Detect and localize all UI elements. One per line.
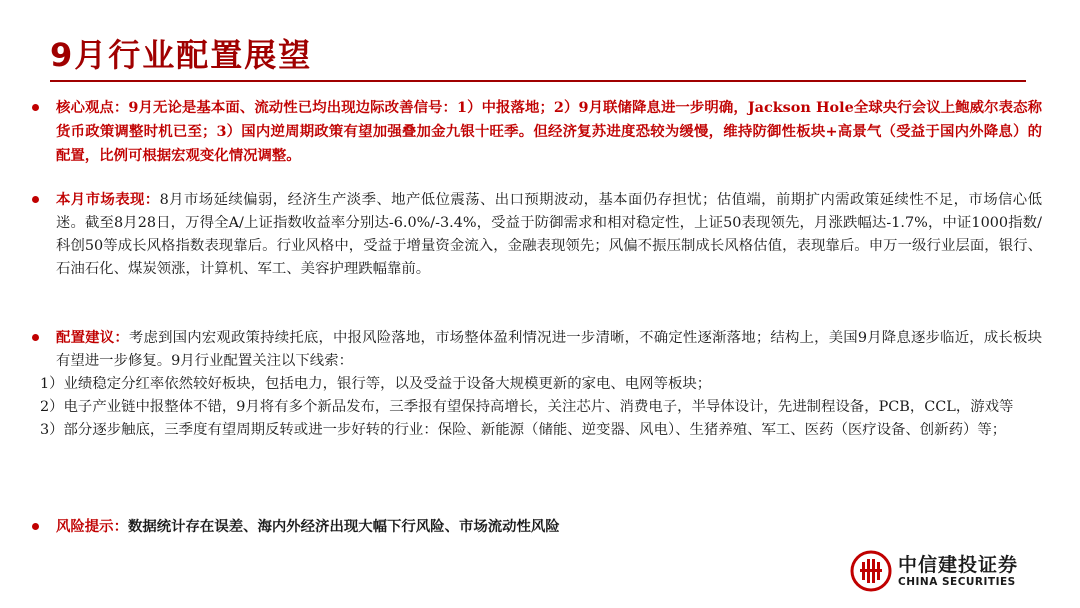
section-risk (32, 515, 1042, 539)
config-suggestion-list (40, 373, 1042, 442)
list-item: 3）部分逐步触底，三季度有望周期反转或进一步好转的行业：保险、新能源（储能、逆变器、风电）、生猪养殖、军工、医药（医疗设备、创新药）等； (40, 422, 1007, 438)
list-item: 2）电子产业链中报整体不错，9月将有多个新品发布，三季报有望保持高增长，关注芯片、消费电子，半导体设计，先进制程设备，PCB，CCL，游戏等 (40, 399, 1014, 415)
market-performance-label: 本月市场表现： (56, 191, 160, 208)
core-view-label: 核心观点： (56, 99, 129, 116)
section-config-suggestion (32, 326, 1042, 442)
logo-name-en: CHINA SECURITIES (898, 575, 1016, 588)
logo-name-cn: 中信建投证券 (898, 553, 1019, 576)
section-core-view (32, 96, 1042, 168)
bullet-icon (32, 334, 39, 341)
risk-label: 风险提示： (56, 518, 128, 535)
core-view-text: 9月无论是基本面、流动性已均出现边际改善信号：1）中报落地；2）9月联储降息进一步明确，Jackson Hole全球央行会议上鲍威尔表态称货币政策调整时机已至；3）国内逆周期政策有望加强叠加金九银十旺季。但经济复苏进度恐较为缓慢，维持防御性板块+高景气（受益于国内外降息）的配置，比例可根据宏观变化情况调整。 (56, 99, 1042, 164)
list-item: 1）业绩稳定分红率依然较好板块，包括电力，银行等，以及受益于设备大规模更新的家电、电网等板块； (40, 376, 712, 392)
bullet-icon (32, 196, 39, 203)
company-logo (850, 548, 1018, 594)
market-performance-text: 8月市场延续偏弱，经济生产淡季、地产低位震荡、出口预期波动，基本面仍存担忧；估值端，前期扩内需政策延续性不足，市场信心低迷。截至8月28日，万得全A/上证指数收益率分别达-6.0%/-3.4%，受益于防御需求和相对稳定性，上证50表现领先，月涨跌幅达-1.7%，中证1000指数/科创50等成长风格指数表现靠后。行业风格中，受益于增量资金流入，金融表现领先；风偏不振压制成长风格估值，表现靠后。申万一级行业层面，银行、石油石化、煤炭领涨，计算机、军工、美容护理跌幅靠前。 (56, 192, 1042, 277)
config-suggestion-label: 配置建议： (56, 329, 129, 346)
bullet-icon (32, 523, 39, 530)
config-suggestion-text: 考虑到国内宏观政策持续托底，中报风险落地，市场整体盈利情况进一步清晰，不确定性逐渐落地；结构上，美国9月降息逐步临近，成长板块有望进一步修复。9月行业配置关注以下线索： (56, 330, 1042, 369)
page-title: 9月行业配置展望 (50, 36, 313, 74)
china-securities-logo-icon (850, 550, 892, 592)
bullet-icon (32, 104, 39, 111)
risk-text: 数据统计存在误差、海内外经济出现大幅下行风险、市场流动性风险 (127, 518, 560, 535)
title-divider (50, 80, 1026, 82)
section-market-performance (32, 188, 1042, 281)
